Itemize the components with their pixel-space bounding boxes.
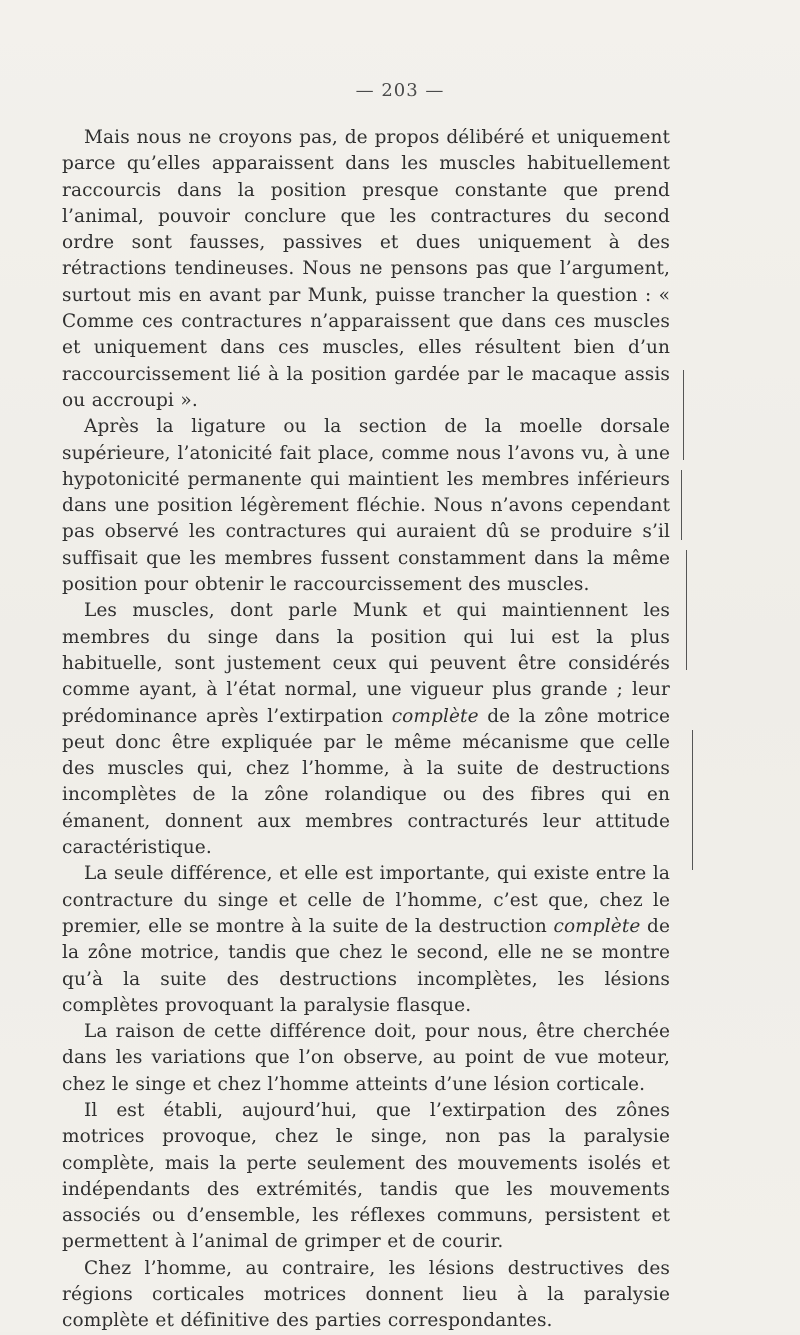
paragraph-3-text-b: de la zône motrice peut donc être expliquée par le même mécanisme que celle des muscles qui, chez l’homme, à la suite de destructions incomplètes de la zône rolandique ou des fibres qui en émanent, donnent aux membres contracturés leur attitude caractéristique.	[62, 705, 670, 859]
paragraph-3-text-a: Les muscles, dont parle Munk et qui maintiennent les membres du singe dans la position qui lui est la plus habituelle, sont justement ceux qui peuvent être considérés comme ayant, à l’état normal, une vigueur plus grande ; leur prédominance après l’extirpation	[62, 600, 670, 727]
paragraph-4-text-b: de la zône motrice, tandis que chez le second, elle ne se montre qu’à la suite des destructions incomplètes, les lésions complètes provoquant la paralysie flasque.	[62, 915, 670, 1016]
paragraph-7-text: Chez l’homme, au contraire, les lésions destructives des régions corticales motrices donnent lieu à la paralysie complète et définitive des parties correspondantes.	[62, 1257, 670, 1332]
margin-mark-4	[692, 730, 693, 870]
paragraph-2-text: Après la ligature ou la section de la moelle dorsale supérieure, l’atonicité fait place, comme nous l’avons vu, à une hypotonicité permanente qui maintient les membres inférieurs dans une position légèrement fléchie. Nous n’avons cependant pas observé les contractures qui auraient dû se produire s’il suffisait que les membres fussent constamment dans la même position pour obtenir le raccourcissement des muscles.	[62, 416, 670, 596]
body-text	[62, 125, 670, 1335]
paragraph-1	[62, 125, 670, 414]
paragraph-7	[62, 1256, 670, 1335]
paragraph-3	[62, 598, 670, 861]
paragraph-5-text: La raison de cette différence doit, pour nous, être cherchée dans les variations que l’on observe, au point de vue moteur, chez le singe et chez l’homme atteints d’une lésion corticale.	[62, 1021, 670, 1095]
paragraph-1-text: Mais nous ne croyons pas, de propos délibéré et uniquement parce qu’elles apparaissent dans les muscles habituellement raccourcis dans la position presque constante que prend l’animal, pouvoir conclure que les contractures du second ordre sont fausses, passives et dues uniquement à des rétractions tendineuses. Nous ne pensons pas que l’argument, surtout mis en avant par Munk, puisse trancher la question : « Comme ces contractures n’apparaissent que dans ces muscles et uniquement dans ces muscles, elles résultent bien d’un raccourcissement lié à la position gardée par le macaque assis ou accroupi ».	[62, 127, 670, 411]
paragraph-2	[62, 414, 670, 598]
page-number: — 203 —	[355, 80, 445, 101]
paragraph-4-italic: complète	[553, 915, 641, 937]
paragraph-6	[62, 1098, 670, 1256]
paragraph-4	[62, 861, 670, 1019]
paragraph-6-text: Il est établi, aujourd’hui, que l’extirpation des zônes motrices provoque, chez le singe, non pas la paralysie complète, mais la perte seulement des mouvements isolés et indépendants des extrémités, tandis que les mouvements associés ou d’ensemble, les réflexes communs, persistent et permettent à l’animal de grimper et de courir.	[62, 1099, 670, 1253]
paragraph-5	[62, 1019, 670, 1098]
margin-mark-3	[686, 550, 687, 670]
margin-mark-2	[681, 470, 682, 540]
paragraph-3-italic: complète	[391, 705, 479, 727]
paragraph-4-text-a: La seule différence, et elle est importante, qui existe entre la contracture du singe et celle de l’homme, c’est que, chez le premier, elle se montre à la suite de la destruction	[62, 863, 670, 937]
margin-mark-1	[683, 370, 684, 460]
